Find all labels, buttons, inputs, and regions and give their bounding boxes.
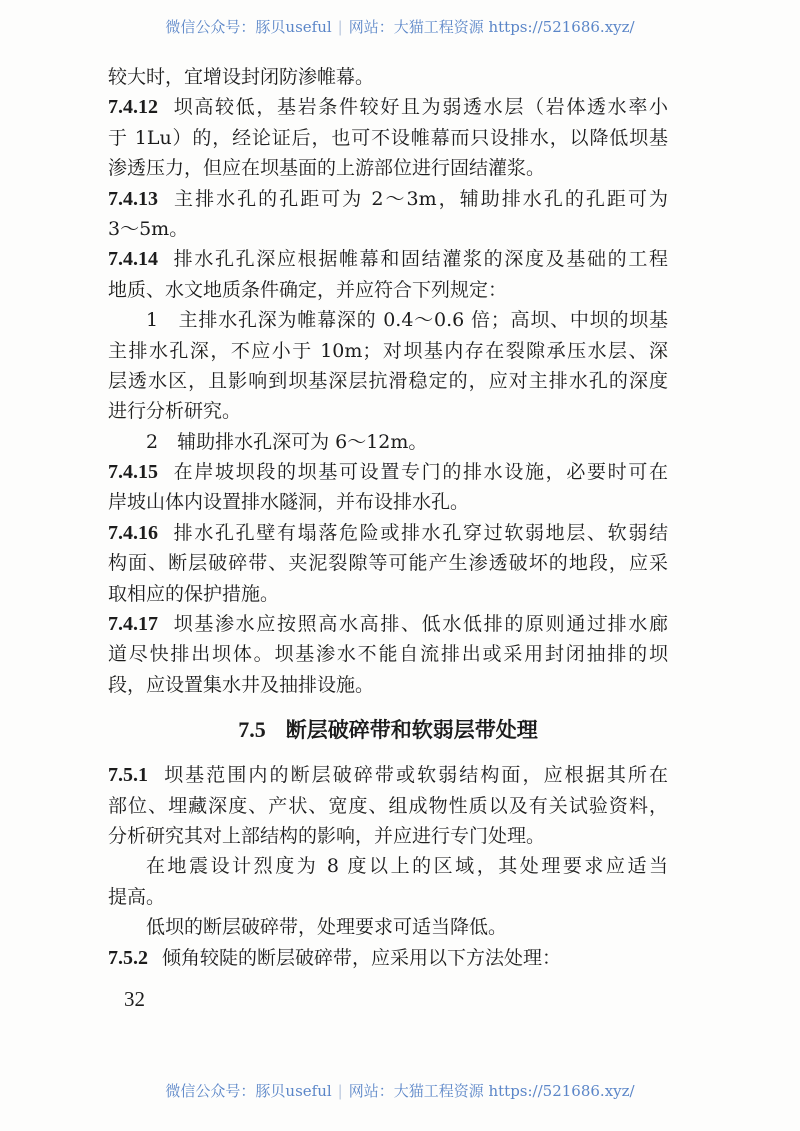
- line-text: 低坝的断层破碎带，处理要求可适当降低。: [146, 916, 508, 939]
- line-text: 在地震设计烈度为 8 度以上的区域，其处理要求应适当: [146, 855, 668, 878]
- text-line: [108, 912, 668, 942]
- text-line: [108, 518, 668, 548]
- section-7-4-content: [108, 62, 668, 700]
- text-line: [108, 366, 668, 396]
- line-text: 1 主排水孔深为帷幕深的 0.4～0.6 倍；高坝、中坝的坝基: [146, 309, 668, 332]
- section-number: 7.5: [238, 717, 266, 743]
- watermark-wechat: 微信公众号：豚贝useful: [165, 18, 332, 36]
- text-line: [108, 457, 668, 487]
- clause-number: 7.4.17: [108, 613, 158, 636]
- text-line: [108, 123, 668, 153]
- text-line: [108, 275, 668, 305]
- text-line: [108, 791, 668, 821]
- text-line: [108, 639, 668, 669]
- text-line: [108, 153, 668, 183]
- line-text: 构面、断层破碎带、夹泥裂隙等可能产生渗透破坏的地段，应采: [108, 552, 668, 575]
- line-text: 提高。: [108, 885, 166, 908]
- line-text: 排水孔孔深应根据帷幕和固结灌浆的深度及基础的工程: [172, 248, 668, 271]
- text-line: [108, 92, 668, 122]
- line-text: 坝基渗水应按照高水高排、低水低排的原则通过排水廊: [172, 613, 668, 636]
- text-line: [108, 943, 668, 973]
- line-text: 段，应设置集水井及抽排设施。: [108, 673, 375, 696]
- text-line: [108, 214, 668, 244]
- line-text: 3～5m。: [108, 217, 189, 240]
- text-line: [108, 882, 668, 912]
- text-line: [108, 851, 668, 881]
- line-text: 2 辅助排水孔深可为 6～12m。: [146, 430, 428, 453]
- section-title: 断层破碎带和软弱层带处理: [285, 717, 538, 743]
- text-line: [108, 305, 668, 335]
- line-text: 于 1Lu）的，经论证后，也可不设帷幕而只设排水，以降低坝基: [108, 126, 668, 149]
- watermark-footer: [0, 1080, 800, 1101]
- line-text: 取相应的保护措施。: [108, 582, 280, 605]
- clause-number: 7.4.13: [108, 187, 158, 210]
- line-text: 岸坡山体内设置排水隧洞，并布设排水孔。: [108, 491, 470, 514]
- line-text: 排水孔孔壁有塌落危险或排水孔穿过软弱地层、软弱结: [172, 521, 668, 544]
- line-text: 层透水区，且影响到坝基深层抗滑稳定的，应对主排水孔的深度: [108, 369, 668, 392]
- line-text: 进行分析研究。: [108, 400, 242, 423]
- text-line: [108, 821, 668, 851]
- watermark-separator: |: [337, 1082, 343, 1100]
- clause-number: 7.5.2: [108, 946, 148, 969]
- document-body: [108, 62, 668, 973]
- text-line: [108, 184, 668, 214]
- text-line: [108, 548, 668, 578]
- section-7-5-content: [108, 760, 668, 973]
- watermark-wechat: 微信公众号：豚贝useful: [165, 1082, 332, 1100]
- clause-number: 7.4.16: [108, 521, 158, 544]
- text-line: [108, 609, 668, 639]
- watermark-website: 网站：大猫工程资源 https://521686.xyz/: [348, 18, 635, 36]
- text-line: [108, 244, 668, 274]
- text-line: [108, 62, 668, 92]
- watermark-website: 网站：大猫工程资源 https://521686.xyz/: [348, 1082, 635, 1100]
- clause-number: 7.5.1: [108, 764, 148, 787]
- text-line: [108, 427, 668, 457]
- text-line: [108, 760, 668, 790]
- line-text: 坝高较低，基岩条件较好且为弱透水层（岩体透水率小: [172, 96, 668, 119]
- line-text: 较大时，宜增设封闭防渗帷幕。: [108, 66, 375, 88]
- line-text: 主排水孔的孔距可为 2～3m，辅助排水孔的孔距可为: [172, 187, 668, 210]
- line-text: 道尽快排出坝体。坝基渗水不能自流排出或采用封闭抽排的坝: [108, 643, 668, 666]
- page-number: 32: [124, 987, 145, 1011]
- line-text: 渗透压力，但应在坝基面的上游部位进行固结灌浆。: [108, 157, 546, 180]
- watermark-separator: |: [337, 18, 343, 36]
- line-text: 地质、水文地质条件确定，并应符合下列规定：: [108, 278, 508, 301]
- text-line: [108, 487, 668, 517]
- clause-number: 7.4.12: [108, 96, 158, 119]
- line-text: 在岸坡坝段的坝基可设置专门的排水设施，必要时可在: [172, 461, 668, 484]
- line-text: 坝基范围内的断层破碎带或软弱结构面，应根据其所在: [162, 764, 668, 787]
- clause-number: 7.4.15: [108, 461, 158, 484]
- line-text: 倾角较陡的断层破碎带，应采用以下方法处理：: [162, 946, 562, 969]
- section-heading: [108, 700, 668, 760]
- text-line: [108, 670, 668, 700]
- line-text: 部位、埋藏深度、产状、宽度、组成物性质以及有关试验资料，: [108, 794, 668, 817]
- line-text: 主排水孔深，不应小于 10m；对坝基内存在裂隙承压水层、深: [108, 339, 668, 362]
- text-line: [108, 336, 668, 366]
- watermark-header: [0, 16, 800, 37]
- clause-number: 7.4.14: [108, 248, 158, 271]
- text-line: [108, 396, 668, 426]
- line-text: 分析研究其对上部结构的影响，并应进行专门处理。: [108, 824, 546, 847]
- text-line: [108, 579, 668, 609]
